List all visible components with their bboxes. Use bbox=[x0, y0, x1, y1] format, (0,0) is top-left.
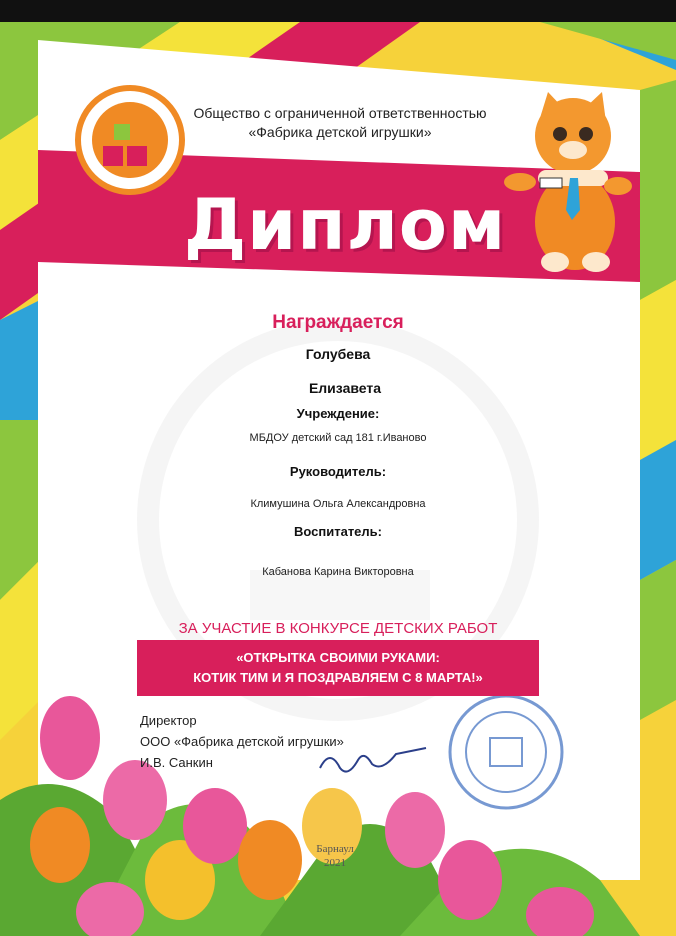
diploma-title: Диплом bbox=[183, 184, 507, 266]
institution-value: МБДОУ детский сад 181 г.Иваново bbox=[249, 432, 427, 444]
director-name: И.В. Санкин bbox=[140, 755, 213, 770]
company-logo bbox=[78, 88, 182, 192]
company-header bbox=[170, 104, 510, 142]
institution-label: Учреждение: bbox=[296, 406, 380, 421]
director-title: Директор bbox=[140, 713, 197, 728]
supervisor-label: Руководитель: bbox=[289, 464, 387, 479]
company-line-1: Общество с ограниченной ответственностью bbox=[193, 105, 487, 121]
contest-name bbox=[137, 648, 539, 688]
awarded-label: Награждается bbox=[272, 312, 404, 333]
teacher-label: Воспитатель: bbox=[293, 524, 382, 539]
director-org: ООО «Фабрика детской игрушки» bbox=[140, 734, 344, 749]
contest-label: ЗА УЧАСТИЕ В КОНКУРСЕ ДЕТСКИХ РАБОТ bbox=[178, 620, 498, 637]
recipient-name: Елизавета bbox=[308, 380, 382, 396]
city-year bbox=[300, 842, 370, 870]
recipient-surname: Голубева bbox=[305, 346, 371, 362]
teacher-value: Кабанова Карина Викторовна bbox=[262, 566, 414, 578]
contest-name-line-2: КОТИК ТИМ И Я ПОЗДРАВЛЯЕМ С 8 МАРТА!» bbox=[193, 670, 483, 685]
supervisor-value: Климушина Ольга Александровна bbox=[250, 498, 426, 510]
year: 2021 bbox=[324, 857, 346, 869]
company-line-2: «Фабрика детской игрушки» bbox=[248, 124, 432, 140]
contest-name-line-1: «ОТКРЫТКА СВОИМИ РУКАМИ: bbox=[236, 650, 440, 665]
city: Барнаул bbox=[316, 843, 354, 855]
director-block bbox=[140, 710, 344, 773]
